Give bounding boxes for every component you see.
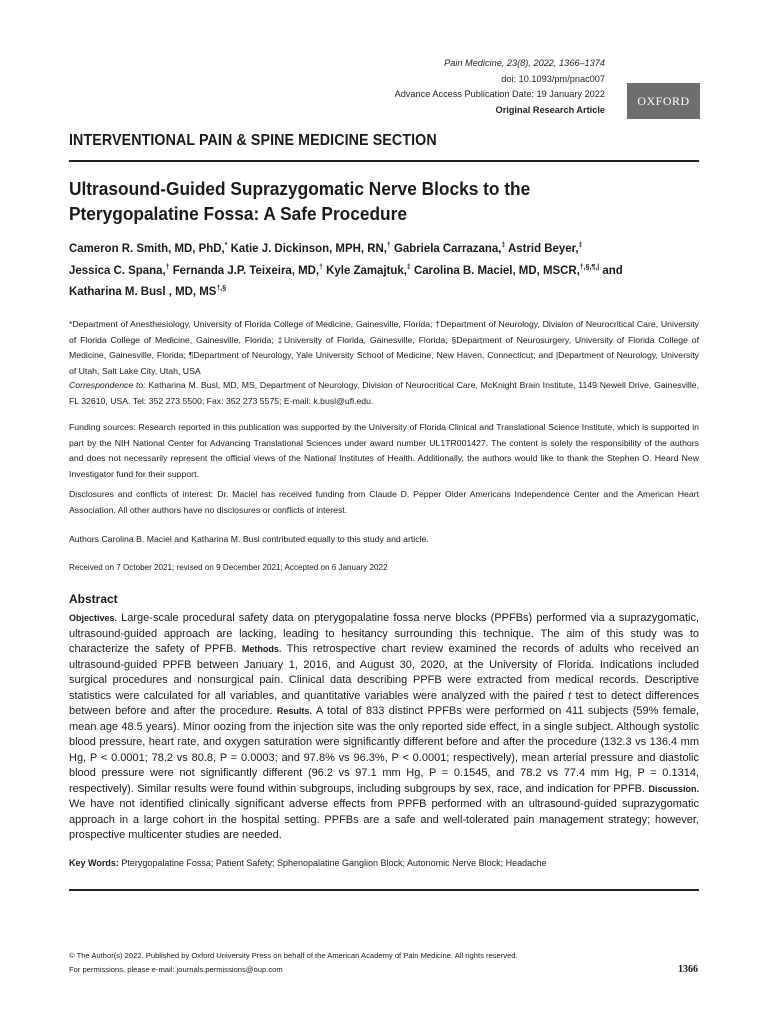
section-title: INTERVENTIONAL PAIN & SPINE MEDICINE SECTION <box>69 132 437 149</box>
abstract-body <box>69 611 699 844</box>
methods-t-symbol: t <box>568 689 572 702</box>
author-list <box>69 236 701 301</box>
key-words-label: Key Words: <box>69 858 119 868</box>
author: Kyle Zamajtuk,‡ <box>326 261 411 277</box>
contribution-statement: Authors Carolina B. Maciel and Katharina M. Busl contributed equally to this study and article. <box>69 534 429 544</box>
article-title: Ultrasound-Guided Suprazygomatic Nerve Blocks to the Pterygopalatine Fossa: A Safe Procedure <box>69 178 531 224</box>
header-divider <box>69 160 699 162</box>
key-words <box>69 856 699 870</box>
author: Astrid Beyer,‡ <box>508 240 583 256</box>
received-dates: Received on 7 October 2021; revised on 9 December 2021; Accepted on 6 January 2022 <box>69 563 388 572</box>
journal-citation: Pain Medicine, 23(8), 2022, 1366–1374 <box>444 58 605 68</box>
doi[interactable]: doi: 10.1093/pm/pnac007 <box>501 73 605 84</box>
methods-text-cont: test to detect differences between before and after the procedure. <box>69 689 699 717</box>
oxford-logo: OXFORD <box>627 83 700 119</box>
disclosures-statement: Disclosures and conflicts of interest: Dr. Maciel has received funding from Claude D. Pepper Older Americans Independence Center and the American Heart Association. All other authors have no disclosures or conflicts of interest. <box>69 489 699 515</box>
methods-text: This retrospective chart review examined the records of adults who received an ultrasound-guided PPFB between January 1, 2016, and August 30, 2020, at the University of Florida. Indications included surgical procedures and nonsurgical pain. Clinical data describing PPFB were extracted from medical records. Descriptive statistics were calculated for all variables, and quantitative variables were analyzed with the paired <box>69 643 700 702</box>
article-type: Original Research Article <box>495 104 605 115</box>
results-label: Results. <box>276 706 312 716</box>
author: Katie J. Dickinson, MPH, RN,† <box>230 240 391 256</box>
correspondence-label: Correspondence to: <box>69 380 146 390</box>
page-number: 1366 <box>678 964 698 975</box>
results-text: A total of 833 distinct PPFBs were performed on 411 subjects (59% female, mean age 48.5 years). Minor oozing from the injection site was the only reported side effect, in a single subject. Although systolic blood pressure, heart rate, and oxygen saturation were significantly different before and after the procedure (132.3 vs 136.4 mm Hg, P < 0.0001; 78.2 vs 80.8, P = 0.0003; and 97.8% vs 96.3%, P < 0.0001; respectively), mean arterial pressure and diastolic blood pressure were not significantly different (96.2 vs 97.1 mm Hg, P = 0.1545, and 78.2 vs 77.4 mm Hg, P = 0.1314, respectively). Similar results were found within subgroups, including subgroups by sex, race, and indication for PPFB. <box>69 705 699 795</box>
author: Gabriela Carrazana,‡ <box>393 240 506 256</box>
copyright-notice: © The Author(s) 2022. Published by Oxford University Press on behalf of the American Academy of Pain Medicine. All rights reserved. <box>69 951 518 960</box>
discussion-text: We have not identified clinically significant adverse effects from PPFB performed with an ultrasound-guided suprazygomatic approach in a large cohort in the hospital setting. PPFBs are a safe and well-tolerated pain management strategy; however, prospective multicenter studies are needed. <box>69 798 699 841</box>
correspondence <box>69 378 699 409</box>
author: Fernanda J.P. Teixeira, MD,† <box>172 261 323 277</box>
abstract-divider <box>69 889 699 891</box>
objectives-label: Objectives. <box>69 613 118 623</box>
key-words-text: Pterygopalatine Fossa; Patient Safety; Sphenopalatine Ganglion Block; Autonomic Nerve Block; Headache <box>121 858 547 868</box>
publication-info <box>395 56 605 118</box>
page-footer <box>69 949 699 977</box>
discussion-label: Discussion. <box>648 783 700 794</box>
author: Carolina B. Maciel, MD, MSCR,†,§,¶,| and <box>413 261 623 277</box>
author: Cameron R. Smith, MD, PhD,* <box>69 240 228 256</box>
author: Jessica C. Spana,† <box>69 261 170 277</box>
permissions-notice: For permissions, please e-mail: journals.permissions@oup.com <box>69 965 283 974</box>
affiliations: *Department of Anesthesiology, University of Florida College of Medicine, Gainesville, Florida; †Department of Neurology, Division of Neurocritical Care, University of Florida College of Medicine, Gainesville, Florida; ‡University of Florida, Gainesville, Florida; §Department of Neurosurgery, University of Florida College of Medicine, Gainesville, Florida; ¶Department of Neurology, Yale University School of Medicine, New Haven, Connecticut; and |Department of Neurology, University of Utah, Salt Lake City, Utah, USA <box>69 319 699 376</box>
correspondence-text: Katharina M. Busl, MD, MS, Department of Neurology, Division of Neurocritical Care, McKnight Brain Institute, 1149 Newell Drive, Gainesville, FL 32610, USA. Tel: 352 273 5500; Fax: 352 273 5575; E-mail: k.busl@ufl.edu. <box>69 380 700 406</box>
funding-statement: Funding sources: Research reported in this publication was supported by the University of Florida Clinical and Translational Science Institute, which is supported in part by the NIH National Center for Advancing Translational Sciences under award number UL1TR001427. The content is solely the responsibility of the authors and does not necessarily represent the official views of the National Institutes of Health. Additionally, the authors would like to thank the Stephen O. Heard New Investigator fund for their support. <box>69 422 699 479</box>
objectives-text: Large-scale procedural safety data on pterygopalatine fossa nerve blocks (PPFBs) performed via a suprazygomatic, ultrasound-guided approach are lacking, leading to hesitancy surrounding this technique. The aim of this study was to characterize the safety of PPFB. <box>69 612 700 655</box>
methods-label: Methods. <box>241 644 282 654</box>
author: Katharina M. Busl , MD, MS†,§ <box>69 283 227 299</box>
advance-access-date: Advance Access Publication Date: 19 January 2022 <box>394 89 605 99</box>
abstract-heading: Abstract <box>69 592 118 606</box>
